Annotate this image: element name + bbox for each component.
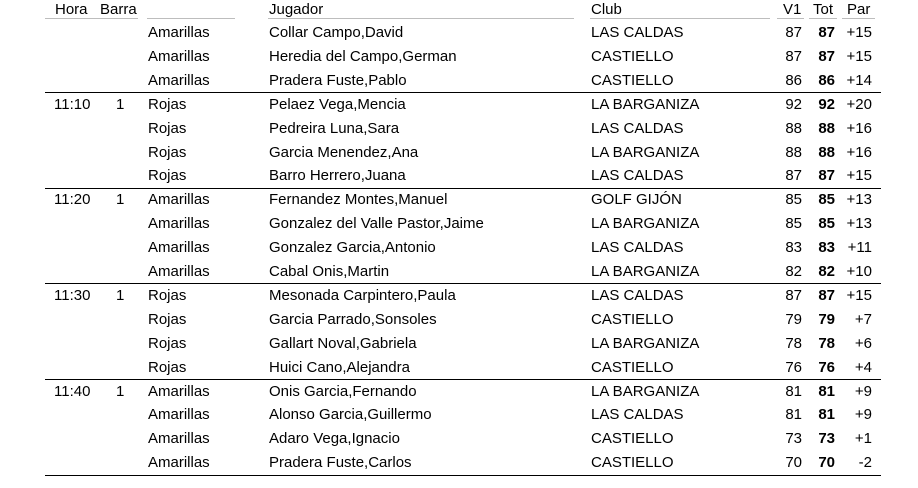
cell-v1: 70 [785, 454, 802, 472]
cell-v1: 88 [785, 119, 802, 137]
cell-v1: 85 [785, 191, 802, 209]
cell-club: LA BARGANIZA [591, 143, 700, 161]
cell-hora: 11:40 [54, 382, 91, 400]
cell-v1: 81 [785, 406, 802, 424]
header-underline [842, 18, 875, 19]
cell-jugador: Collar Campo,David [269, 24, 404, 41]
cell-tee: Amarillas [148, 239, 210, 257]
cell-tee: Rojas [148, 334, 187, 352]
cell-tee: Rojas [148, 119, 187, 137]
cell-v1: 86 [785, 71, 802, 89]
cell-jugador: Barro Herrero,Juana [269, 167, 406, 185]
cell-jugador: Pradera Fuste,Pablo [269, 71, 407, 89]
cell-jugador: Gallart Noval,Gabriela [269, 334, 417, 352]
cell-jugador: Huici Cano,Alejandra [269, 358, 410, 376]
header-tot: Tot [813, 1, 834, 18]
cell-club: CASTIELLO [591, 71, 674, 89]
cell-jugador: Heredia del Campo,German [269, 47, 457, 65]
cell-tot: 88 [818, 119, 835, 137]
cell-v1: 88 [785, 143, 802, 161]
cell-club: CASTIELLO [591, 358, 674, 376]
cell-par: +14 [846, 71, 872, 89]
cell-par: +15 [846, 286, 872, 304]
cell-club: CASTIELLO [591, 454, 674, 472]
table-row [0, 403, 918, 427]
cell-v1: 78 [785, 334, 802, 352]
table-row [0, 308, 918, 332]
cell-v1: 87 [785, 47, 802, 65]
cell-tee: Amarillas [148, 24, 210, 41]
header-par: Par [847, 1, 871, 18]
table-row [0, 21, 918, 45]
cell-par: +13 [846, 215, 872, 233]
cell-par: +16 [846, 119, 872, 137]
cell-tot: 85 [818, 191, 835, 209]
cell-tot: 82 [818, 263, 835, 280]
cell-jugador: Gonzalez Garcia,Antonio [269, 239, 436, 257]
cell-par: +9 [854, 406, 872, 424]
cell-tee: Amarillas [148, 215, 210, 233]
header-club: Club [591, 1, 622, 18]
cell-v1: 79 [785, 310, 802, 328]
cell-v1: 92 [785, 95, 802, 113]
cell-tot: 87 [818, 167, 835, 185]
cell-jugador: Fernandez Montes,Manuel [269, 191, 448, 209]
cell-jugador: Cabal Onis,Martin [269, 263, 390, 280]
cell-par: +4 [854, 358, 872, 376]
cell-v1: 81 [785, 382, 802, 400]
cell-tee: Amarillas [148, 47, 210, 65]
cell-club: LA BARGANIZA [591, 334, 700, 352]
cell-barra: 1 [116, 95, 125, 113]
cell-par: +1 [854, 430, 872, 448]
cell-tee: Rojas [148, 286, 187, 304]
cell-v1: 87 [785, 167, 802, 185]
cell-tee: Amarillas [148, 454, 210, 472]
table-row [0, 332, 918, 356]
table-row [0, 212, 918, 236]
cell-jugador: Garcia Parrado,Sonsoles [269, 310, 437, 328]
cell-tot: 81 [818, 406, 835, 424]
header-barra: Barra [100, 1, 137, 18]
header-jugador: Jugador [269, 1, 324, 18]
table-row [0, 260, 918, 284]
cell-club: GOLF GIJÓN [591, 191, 682, 209]
cell-tot: 87 [818, 286, 835, 304]
cell-club: CASTIELLO [591, 310, 674, 328]
cell-jugador: Pradera Fuste,Carlos [269, 454, 412, 472]
cell-v1: 87 [785, 286, 802, 304]
cell-par: +15 [846, 167, 872, 185]
cell-v1: 76 [785, 358, 802, 376]
cell-tee: Rojas [148, 167, 187, 185]
cell-par: +10 [846, 263, 872, 280]
cell-club: LA BARGANIZA [591, 263, 700, 280]
cell-club: LAS CALDAS [591, 406, 684, 424]
cell-club: LA BARGANIZA [591, 95, 700, 113]
table-row [0, 164, 918, 188]
cell-hora: 11:10 [54, 95, 91, 113]
cell-hora: 11:20 [54, 191, 91, 209]
cell-club: LAS CALDAS [591, 119, 684, 137]
cell-tot: 70 [818, 454, 835, 472]
cell-tot: 87 [818, 47, 835, 65]
header-v1: V1 [783, 1, 802, 18]
table-row [0, 284, 918, 308]
header-underline [268, 18, 574, 19]
cell-tee: Rojas [148, 358, 187, 376]
cell-par: +16 [846, 143, 872, 161]
table-row [0, 117, 918, 141]
cell-club: CASTIELLO [591, 430, 674, 448]
table-row [0, 141, 918, 165]
cell-jugador: Pedreira Luna,Sara [269, 119, 400, 137]
table-header [0, 0, 918, 20]
header-underline [777, 18, 804, 19]
cell-club: LAS CALDAS [591, 167, 684, 185]
table-row [0, 236, 918, 260]
cell-par: +13 [846, 191, 872, 209]
cell-tot: 85 [818, 215, 835, 233]
header-underline [45, 18, 138, 19]
table-bottom-rule [45, 475, 881, 476]
cell-tee: Amarillas [148, 191, 210, 209]
header-underline [590, 18, 770, 19]
cell-tee: Amarillas [148, 71, 210, 89]
table-row [0, 451, 918, 475]
cell-barra: 1 [116, 191, 125, 209]
cell-tot: 92 [818, 95, 835, 113]
table-row [0, 69, 918, 93]
cell-club: LAS CALDAS [591, 24, 684, 41]
cell-par: +11 [847, 239, 872, 257]
cell-club: LAS CALDAS [591, 286, 684, 304]
cell-par: +15 [846, 47, 872, 65]
header-underline [147, 18, 235, 19]
cell-tot: 73 [818, 430, 835, 448]
cell-tee: Amarillas [148, 382, 210, 400]
cell-club: CASTIELLO [591, 47, 674, 65]
cell-tot: 81 [818, 382, 835, 400]
cell-tot: 83 [818, 239, 835, 257]
cell-par: +20 [846, 95, 872, 113]
cell-tot: 88 [818, 143, 835, 161]
cell-jugador: Gonzalez del Valle Pastor,Jaime [269, 215, 484, 233]
cell-tee: Rojas [148, 310, 187, 328]
cell-tee: Amarillas [148, 263, 210, 280]
cell-club: LA BARGANIZA [591, 215, 700, 233]
cell-v1: 87 [785, 24, 802, 41]
cell-par: -2 [858, 454, 872, 472]
cell-jugador: Adaro Vega,Ignacio [269, 430, 400, 448]
table-row [0, 93, 918, 117]
cell-barra: 1 [116, 382, 125, 400]
table-row [0, 427, 918, 451]
cell-jugador: Alonso Garcia,Guillermo [269, 406, 432, 424]
cell-tot: 87 [818, 24, 835, 41]
table-row [0, 356, 918, 380]
table-row [0, 380, 918, 404]
cell-jugador: Garcia Menendez,Ana [269, 143, 419, 161]
cell-tee: Amarillas [148, 430, 210, 448]
table-row [0, 45, 918, 69]
cell-club: LA BARGANIZA [591, 382, 700, 400]
cell-jugador: Pelaez Vega,Mencia [269, 95, 406, 113]
table-row [0, 188, 918, 212]
cell-par: +15 [846, 24, 872, 41]
cell-tee: Rojas [148, 143, 187, 161]
cell-par: +6 [854, 334, 872, 352]
cell-v1: 85 [785, 215, 802, 233]
header-underline [809, 18, 837, 19]
cell-tee: Rojas [148, 95, 187, 113]
cell-tot: 78 [818, 334, 835, 352]
cell-tot: 79 [818, 310, 835, 328]
cell-v1: 82 [785, 263, 802, 280]
cell-par: +9 [854, 382, 872, 400]
cell-barra: 1 [116, 286, 125, 304]
cell-tot: 86 [818, 71, 835, 89]
header-hora: Hora [55, 1, 88, 18]
cell-hora: 11:30 [54, 286, 91, 304]
cell-jugador: Mesonada Carpintero,Paula [269, 286, 456, 304]
cell-v1: 83 [785, 239, 802, 257]
cell-jugador: Onis Garcia,Fernando [269, 382, 417, 400]
cell-par: +7 [854, 310, 872, 328]
cell-v1: 73 [785, 430, 802, 448]
cell-tot: 76 [818, 358, 835, 376]
cell-club: LAS CALDAS [591, 239, 684, 257]
cell-tee: Amarillas [148, 406, 210, 424]
